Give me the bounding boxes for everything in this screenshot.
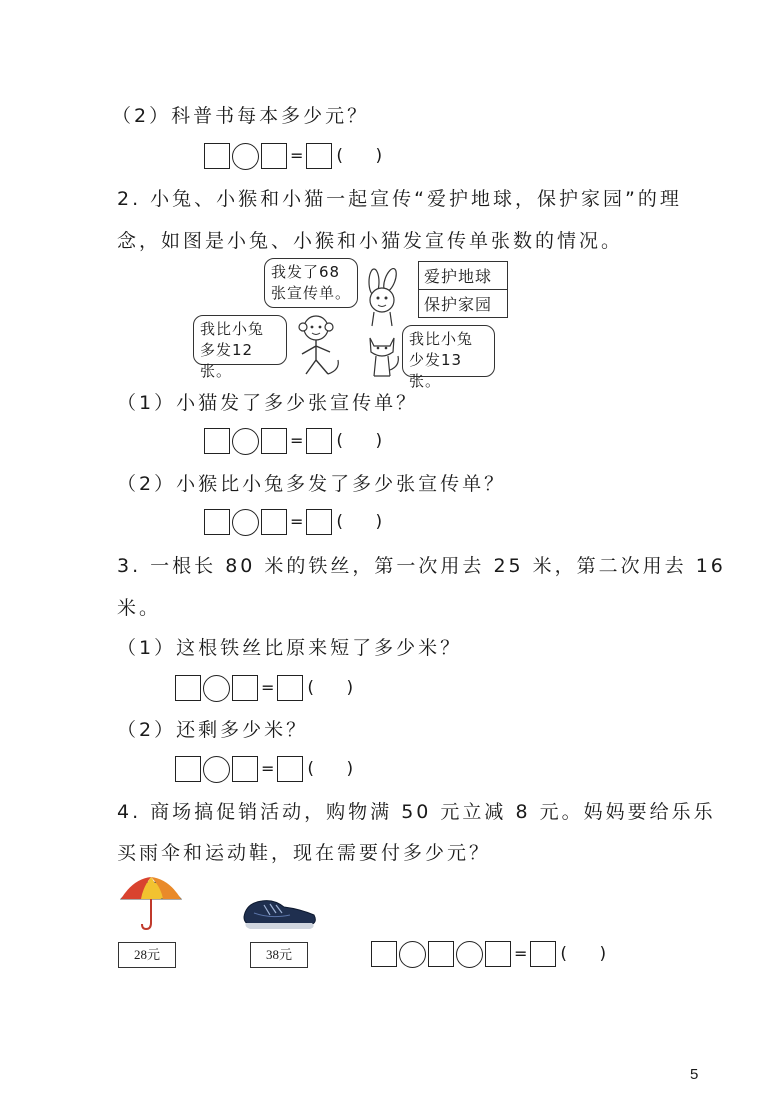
answer-box[interactable]	[232, 756, 258, 782]
rabbit-speech-line1: 我发了68	[271, 263, 341, 281]
unit-blank[interactable]: ( )	[307, 678, 354, 698]
operator-circle[interactable]	[232, 509, 259, 536]
answer-box[interactable]	[261, 509, 287, 535]
rabbit-illustration	[356, 268, 406, 328]
answer-box[interactable]	[232, 675, 258, 701]
monkey-speech-line2: 多发12张。	[200, 341, 254, 380]
operator-circle[interactable]	[203, 675, 230, 702]
q2-sub2: （2）小猴比小兔多发了多少张宣传单？	[117, 473, 507, 495]
slogan-protect-home: 保护家园	[418, 289, 508, 318]
answer-box[interactable]	[175, 756, 201, 782]
answer-box[interactable]	[306, 509, 332, 535]
equals-sign: =	[290, 512, 304, 531]
q3-text-line2: 米。	[117, 597, 162, 619]
equals-sign: =	[261, 759, 275, 778]
operator-circle[interactable]	[232, 428, 259, 455]
q3-sub2: （2）还剩多少米？	[117, 719, 309, 741]
q3-sub1-equation	[175, 674, 353, 702]
q4-equation	[371, 940, 606, 968]
q2-sub1: （1）小猫发了多少张宣传单？	[117, 392, 419, 414]
shoes-illustration	[240, 893, 320, 935]
answer-box[interactable]	[204, 143, 230, 169]
cat-speech-line1: 我比小兔	[409, 330, 474, 348]
q2-sub2-equation	[204, 508, 382, 536]
q3-sub1: （1）这根铁丝比原来短了多少米？	[117, 637, 463, 659]
operator-circle[interactable]	[399, 941, 426, 968]
q2-text-line1: 2. 小兔、小猴和小猫一起宣传“爱护地球，保护家园”的理	[117, 188, 682, 210]
cat-speech-line2: 少发13张。	[409, 351, 463, 390]
answer-box[interactable]	[204, 509, 230, 535]
operator-circle[interactable]	[203, 756, 230, 783]
q1-sub2-equation	[204, 142, 382, 170]
answer-box[interactable]	[371, 941, 397, 967]
q2-sub1-equation	[204, 427, 382, 455]
answer-box[interactable]	[428, 941, 454, 967]
operator-circle[interactable]	[456, 941, 483, 968]
equals-sign: =	[290, 431, 304, 450]
answer-box[interactable]	[204, 428, 230, 454]
shoes-price-tag: 38元	[250, 942, 308, 968]
q3-text-line1: 3. 一根长 80 米的铁丝，第一次用去 25 米，第二次用去 16	[117, 555, 726, 577]
answer-box[interactable]	[485, 941, 511, 967]
answer-box[interactable]	[261, 143, 287, 169]
answer-box[interactable]	[261, 428, 287, 454]
q3-sub2-equation	[175, 755, 353, 783]
answer-box[interactable]	[175, 675, 201, 701]
unit-blank[interactable]: ( )	[307, 759, 354, 779]
unit-blank[interactable]: ( )	[336, 431, 383, 451]
q2-text-line2: 念，如图是小兔、小猴和小猫发宣传单张数的情况。	[117, 230, 624, 252]
answer-box[interactable]	[277, 675, 303, 701]
unit-blank[interactable]: ( )	[336, 512, 383, 532]
equals-sign: =	[514, 944, 528, 963]
monkey-speech-bubble	[193, 315, 287, 380]
monkey-illustration	[290, 312, 346, 378]
cat-illustration	[360, 330, 404, 380]
answer-box[interactable]	[306, 143, 332, 169]
operator-circle[interactable]	[232, 143, 259, 170]
page-number: 5	[690, 1066, 699, 1083]
equals-sign: =	[261, 678, 275, 697]
monkey-speech-line1: 我比小兔	[200, 320, 265, 338]
q4-text-line2: 买雨伞和运动鞋，现在需要付多少元？	[117, 842, 492, 864]
rabbit-speech-line2: 张宣传单。	[271, 284, 352, 302]
answer-box[interactable]	[530, 941, 556, 967]
umbrella-illustration	[119, 873, 183, 931]
slogan-protect-earth: 爱护地球	[418, 261, 508, 290]
unit-blank[interactable]: ( )	[560, 944, 607, 964]
equals-sign: =	[290, 146, 304, 165]
cat-speech-bubble	[402, 325, 495, 390]
rabbit-speech-bubble	[264, 258, 358, 308]
answer-box[interactable]	[306, 428, 332, 454]
q4-text-line1: 4. 商场搞促销活动，购物满 50 元立减 8 元。妈妈要给乐乐	[117, 801, 716, 823]
unit-blank[interactable]: ( )	[336, 146, 383, 166]
umbrella-price-tag: 28元	[118, 942, 176, 968]
answer-box[interactable]	[277, 756, 303, 782]
q1-sub2: （2）科普书每本多少元？	[112, 105, 370, 127]
